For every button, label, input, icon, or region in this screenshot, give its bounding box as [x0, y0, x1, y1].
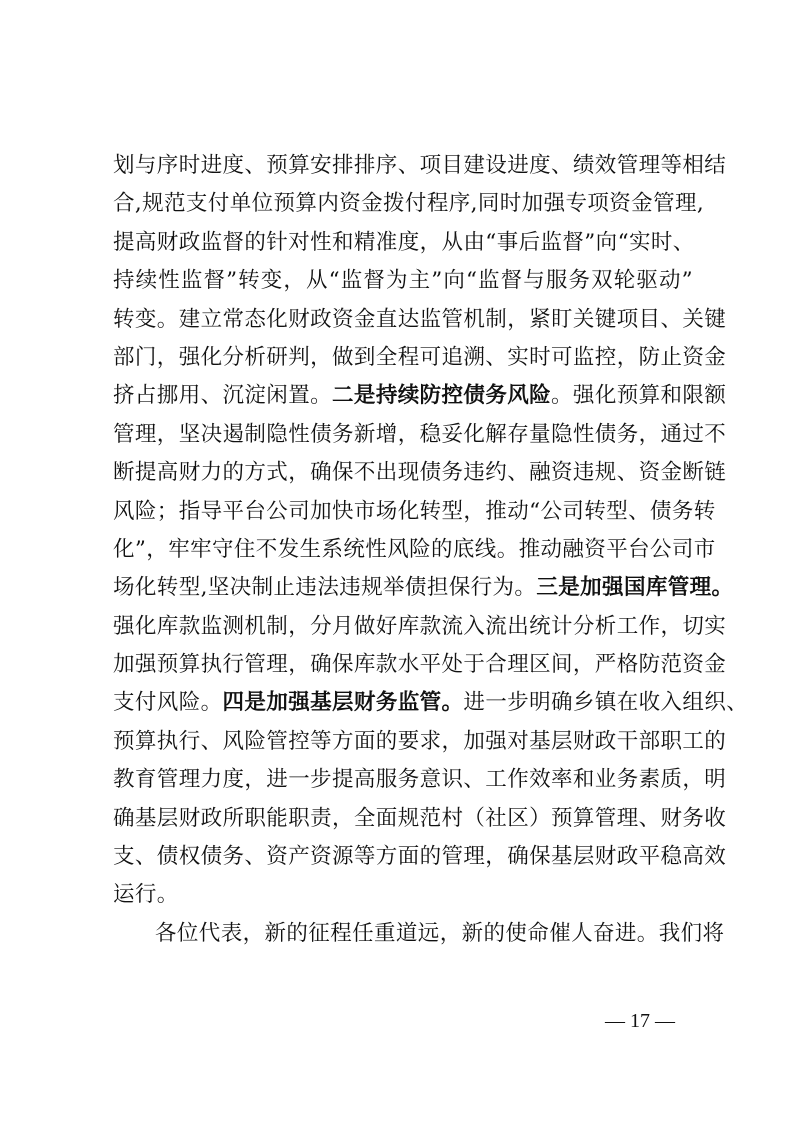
text-run: 支付风险。 [113, 690, 223, 716]
text-line: 支、债权债务、资产资源等方面的管理，确保基层财政平稳高效 [113, 844, 727, 870]
text-line: 教育管理力度，进一步提高服务意识、工作效率和业务素质，明 [113, 767, 727, 793]
text-run: 。强化预算和限额 [551, 383, 727, 409]
page-number: — 17 — [605, 1010, 675, 1032]
text-line: 管理，坚决遏制隐性债务新增，稳妥化解存量隐性债务，通过不 [113, 421, 727, 447]
text-line: 部门，强化分析研判，做到全程可追溯、实时可监控，防止资金 [113, 344, 727, 370]
bold-heading: 四是加强基层财务监管。 [222, 690, 464, 716]
text-run: 进一步明确乡镇在收入组织、 [463, 690, 749, 716]
text-line: 风险；指导平台公司加快市场化转型，推动“公司转型、债务转 [113, 498, 716, 524]
text-line: 强化库款监测机制，分月做好库款流入流出统计分析工作，切实 [113, 613, 727, 639]
text-line [113, 684, 749, 722]
text-line: 加强预算执行管理，确保库款水平处于合理区间，严格防范资金 [113, 652, 727, 678]
text-line: 转变。建立常态化财政资金直达监管机制，紧盯关键项目、关键 [113, 306, 727, 332]
text-line: 预算执行、风险管控等方面的要求，加强对基层财政干部职工的 [113, 728, 727, 754]
text-line: 断提高财力的方式，确保不出现债务违约、融资违规、资金断链 [113, 460, 727, 486]
text-line: 提高财政监督的针对性和精准度，从由“事后监督”向“实时、 [113, 229, 695, 255]
text-line: 化”，牢牢守住不发生系统性风险的底线。推动融资平台公司市 [113, 536, 716, 562]
text-line: 确基层财政所职能职责，全面规范村（社区）预算管理、财务收 [113, 805, 727, 831]
text-run: 挤占挪用、沉淀闲置。 [113, 383, 333, 409]
text-run: 场化转型,坚决制止违法违规举债担保行为。 [113, 575, 537, 601]
text-line: 持续性监督”转变，从“监督为主”向“监督与服务双轮驱动” [113, 268, 693, 294]
text-line: 合,规范支付单位预算内资金拨付程序,同时加强专项资金管理, [113, 191, 705, 217]
bold-heading: 三是加强国库管理。 [536, 575, 734, 601]
body-text [113, 147, 749, 953]
text-line: 运行。 [113, 882, 179, 908]
text-line [113, 569, 734, 607]
text-line [113, 377, 727, 415]
text-line: 划与序时进度、预算安排排序、项目建设进度、绩效管理等相结 [113, 153, 727, 178]
bold-heading: 二是持续防控债务风险 [332, 383, 552, 409]
text-line: 各位代表，新的征程任重道远，新的使命催人奋进。我们将 [155, 920, 725, 946]
